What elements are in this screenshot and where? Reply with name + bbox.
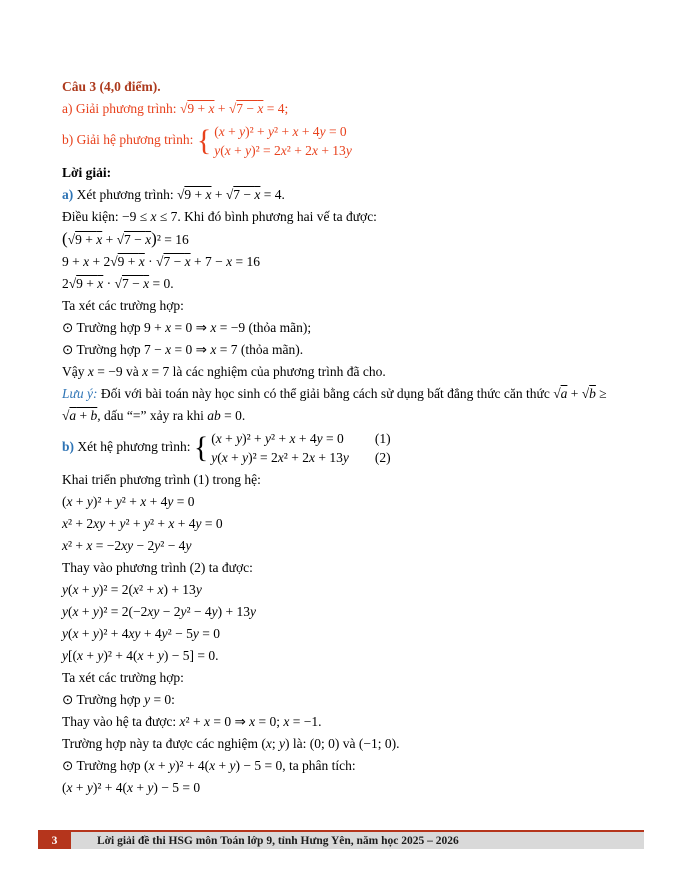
equation-tag: (2) [374, 450, 391, 465]
equation-system [194, 429, 391, 467]
page-footer [38, 830, 644, 849]
condition-line: Điều kiện: −9 ≤ x ≤ 7. Khi đó bình phương hai vế ta được: [62, 209, 377, 224]
case-line: ⊙ Trường hợp (x + y)² + 4(x + y) − 5 = 0, ta phân tích: [62, 758, 356, 773]
equation-line: (√9 + x + √7 − x)² = 16 [62, 229, 189, 248]
case-line: ⊙ Trường hợp 7 − x = 0 ⇒ x = 7 (thỏa mãn). [62, 342, 304, 357]
equation-line: 2√9 + x · √7 − x = 0. [62, 276, 174, 291]
equation-line: x² + x = −2xy − 2y² − 4y [62, 538, 192, 553]
system-brace: { [193, 431, 209, 464]
part-b-solution-label: b) Xét hệ phương trình: [62, 439, 194, 455]
footer-title: Lời giải đề thi HSG môn Toán lớp 9, tỉnh Hưng Yên, năm học 2025 – 2026 [97, 834, 459, 847]
problem-title: Câu 3 (4,0 điểm). [62, 79, 161, 94]
case-line: ⊙ Trường hợp y = 0: [62, 692, 175, 707]
part-b-solution-intro [62, 427, 626, 469]
equation-line: y[(x + y)² + 4(x + y) − 5] = 0. [62, 648, 219, 663]
part-b-problem-label: b) Giải hệ phương trình: [62, 132, 197, 148]
equation-line: y(x + y)² + 4xy + 4y² − 5y = 0 [62, 626, 220, 641]
equation-line: 9 + x + 2√9 + x · √7 − x + 7 − x = 16 [62, 254, 260, 269]
page-number: 3 [38, 832, 71, 849]
step-intro: Khai triển phương trình (1) trong hệ: [62, 472, 261, 487]
solution-line: Trường hợp này ta được các nghiệm (x; y) là: (0; 0) và (−1; 0). [62, 736, 400, 751]
cases-intro: Ta xét các trường hợp: [62, 670, 184, 685]
equation-line: (x + y)² + 4(x + y) − 5 = 0 [62, 780, 201, 795]
system-eq-1: (x + y)² + y² + x + 4y = 0 [214, 124, 347, 139]
system-eq-2: y(x + y)² = 2x² + 2x + 13y [214, 143, 352, 158]
part-a-solution-intro: a) Xét phương trình: √9 + x + √7 − x = 4. [62, 187, 285, 202]
case-line: ⊙ Trường hợp 9 + x = 0 ⇒ x = −9 (thỏa mãn); [62, 320, 312, 335]
part-b-problem [62, 120, 626, 162]
note-paragraph: Lưu ý: Đối với bài toán này học sinh có thể giải bằng cách sử dụng bất đẳng thức căn thức √a + √b ≥ √a + b, dấu “=” xảy ra khi ab = 0. [62, 386, 607, 423]
system-eq-1: (x + y)² + y² + x + 4y = 0 [211, 431, 344, 446]
cases-intro: Ta xét các trường hợp: [62, 298, 184, 313]
conclusion-line: Vậy x = −9 và x = 7 là các nghiệm của phương trình đã cho. [62, 364, 386, 379]
step-intro: Thay vào phương trình (2) ta được: [62, 560, 253, 575]
equation-system [197, 122, 352, 160]
equation-tag: (1) [374, 431, 391, 446]
equation-line: y(x + y)² = 2(x² + x) + 13y [62, 582, 202, 597]
part-a-problem: a) Giải phương trình: √9 + x + √7 − x = 4; [62, 101, 289, 116]
equation-line: y(x + y)² = 2(−2xy − 2y² − 4y) + 13y [62, 604, 257, 619]
system-eq-2: y(x + y)² = 2x² + 2x + 13y [211, 450, 349, 465]
solution-content [62, 76, 626, 799]
equation-line: Thay vào hệ ta được: x² + x = 0 ⇒ x = 0; x = −1. [62, 714, 322, 729]
solution-heading: Lời giải: [62, 165, 112, 180]
system-brace: { [196, 124, 212, 157]
equation-line: (x + y)² + y² + x + 4y = 0 [62, 494, 195, 509]
equation-line: x² + 2xy + y² + y² + x + 4y = 0 [62, 516, 223, 531]
